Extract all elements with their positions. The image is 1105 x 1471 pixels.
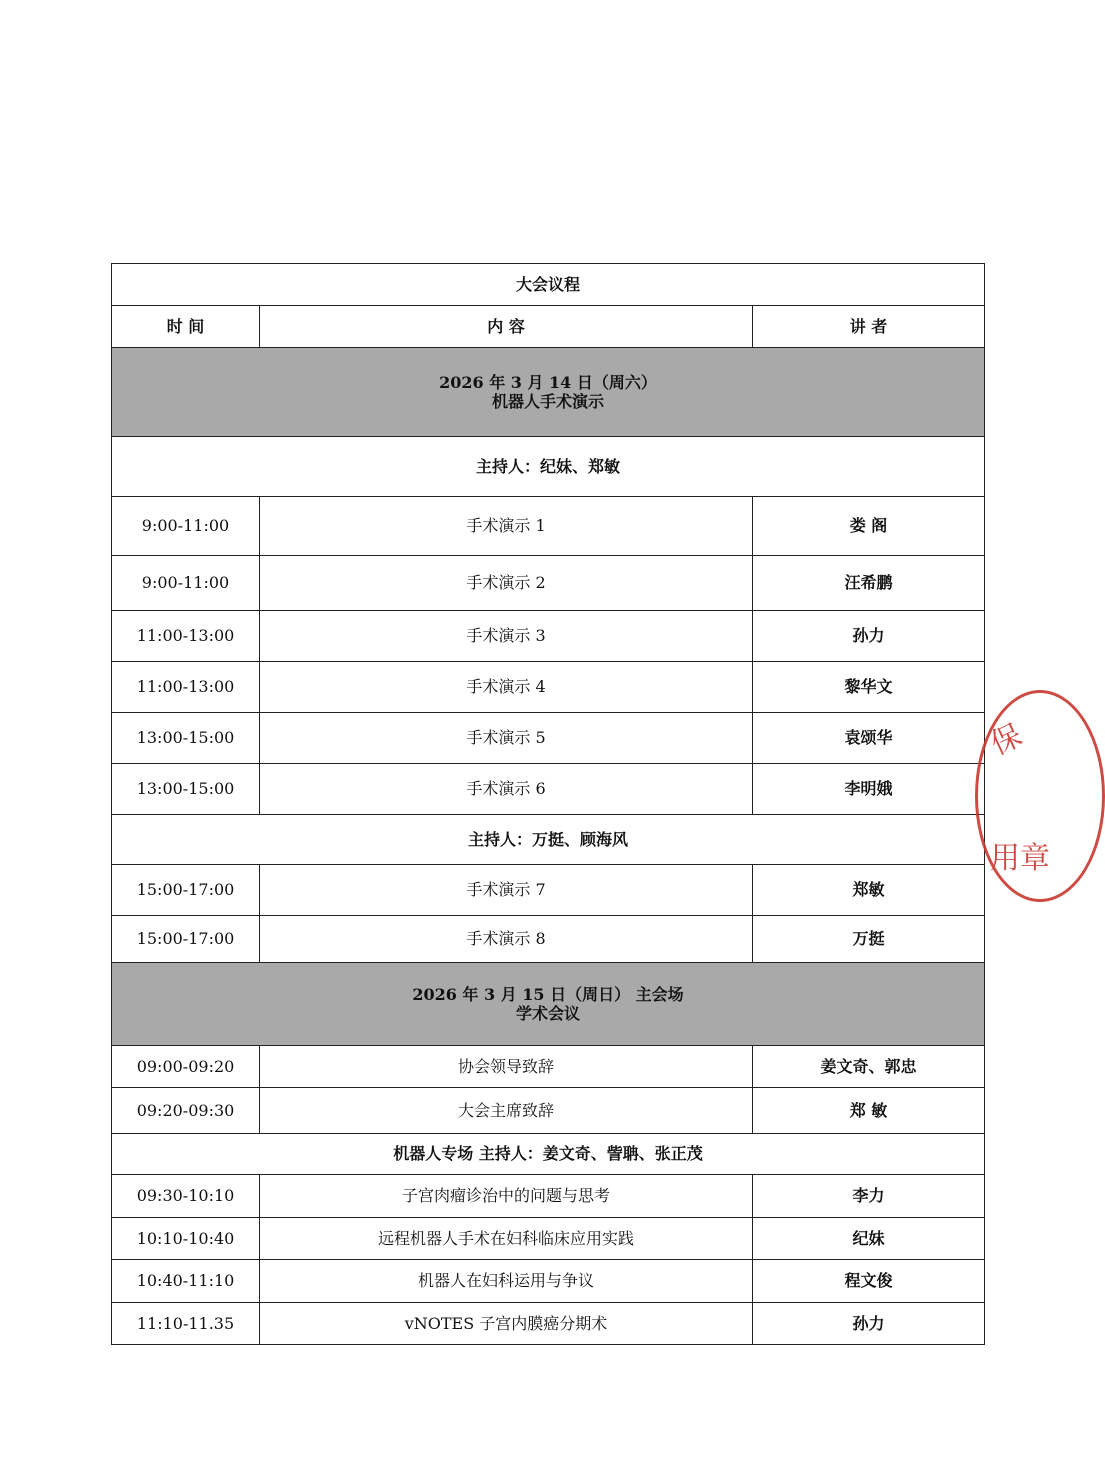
row-content: 手术演示 2 (260, 556, 753, 611)
day1-session: 机器人手术演示 (491, 392, 604, 411)
row-speaker: 孙力 (753, 1303, 985, 1345)
row-speaker: 李力 (753, 1175, 985, 1218)
table-row (112, 764, 985, 815)
day2-date: 2026 年 3 月 15 日（周日） 主会场 (412, 984, 684, 1004)
row-time: 09:30-10:10 (112, 1175, 260, 1218)
row-speaker: 袁颂华 (753, 713, 985, 764)
agenda-title: 大会议程 (112, 264, 985, 306)
table-row (112, 916, 985, 963)
row-time: 9:00-11:00 (112, 556, 260, 611)
day1-host-1: 主持人：纪妹、郑敏 (112, 437, 985, 497)
row-time: 15:00-17:00 (112, 916, 260, 963)
table-row (112, 497, 985, 556)
seal-stamp (975, 0, 1050, 1471)
row-speaker: 郑 敏 (753, 1088, 985, 1134)
row-speaker: 万挺 (753, 916, 985, 963)
day1-host-2: 主持人：万挺、顾海风 (112, 815, 985, 865)
row-time: 11:00-13:00 (112, 662, 260, 713)
row-time: 13:00-15:00 (112, 764, 260, 815)
row-content: 协会领导致辞 (260, 1046, 753, 1088)
row-content: 手术演示 7 (260, 865, 753, 916)
row-speaker: 郑敏 (753, 865, 985, 916)
table-row (112, 1260, 985, 1303)
row-content: 大会主席致辞 (260, 1088, 753, 1134)
day1-date: 2026 年 3 月 14 日（周六） (439, 372, 657, 392)
table-row (112, 662, 985, 713)
table-row (112, 1088, 985, 1134)
row-speaker: 纪妹 (753, 1218, 985, 1260)
day1-banner (112, 348, 985, 437)
row-speaker: 汪希鹏 (753, 556, 985, 611)
row-speaker: 娄 阁 (753, 497, 985, 556)
day2-host: 机器人专场 主持人：姜文奇、訾聃、张正茂 (112, 1134, 985, 1175)
row-time: 11:10-11.35 (112, 1303, 260, 1345)
row-content: 手术演示 4 (260, 662, 753, 713)
row-content: 手术演示 8 (260, 916, 753, 963)
row-content: 手术演示 3 (260, 611, 753, 662)
table-row (112, 556, 985, 611)
header-content: 内 容 (260, 306, 753, 348)
row-content: 手术演示 1 (260, 497, 753, 556)
row-speaker: 孙力 (753, 611, 985, 662)
row-content: 手术演示 6 (260, 764, 753, 815)
table-row (112, 1218, 985, 1260)
table-row (112, 713, 985, 764)
row-time: 15:00-17:00 (112, 865, 260, 916)
agenda-table (111, 263, 985, 1345)
row-time: 09:00-09:20 (112, 1046, 260, 1088)
seal-text-bottom: 用章 (990, 841, 1050, 876)
row-content: 子宫肉瘤诊治中的问题与思考 (260, 1175, 753, 1218)
row-speaker: 李明娥 (753, 764, 985, 815)
table-row (112, 611, 985, 662)
row-speaker: 黎华文 (753, 662, 985, 713)
row-content: 远程机器人手术在妇科临床应用实践 (260, 1218, 753, 1260)
header-speaker: 讲 者 (753, 306, 985, 348)
row-time: 13:00-15:00 (112, 713, 260, 764)
row-content: 手术演示 5 (260, 713, 753, 764)
seal-ring (975, 690, 1105, 902)
row-content: 机器人在妇科运用与争议 (260, 1260, 753, 1303)
table-row (112, 1046, 985, 1088)
header-time: 时 间 (112, 306, 260, 348)
day2-banner (112, 963, 985, 1046)
day2-session: 学术会议 (515, 1004, 580, 1023)
row-time: 09:20-09:30 (112, 1088, 260, 1134)
table-row (112, 1175, 985, 1218)
row-speaker: 程文俊 (753, 1260, 985, 1303)
row-time: 10:40-11:10 (112, 1260, 260, 1303)
row-speaker: 姜文奇、郭忠 (753, 1046, 985, 1088)
table-row (112, 1303, 985, 1345)
row-time: 11:00-13:00 (112, 611, 260, 662)
row-content: vNOTES 子宫内膜癌分期术 (260, 1303, 753, 1345)
seal-text-top: 保 (985, 717, 1028, 763)
row-time: 10:10-10:40 (112, 1218, 260, 1260)
row-time: 9:00-11:00 (112, 497, 260, 556)
table-row (112, 865, 985, 916)
